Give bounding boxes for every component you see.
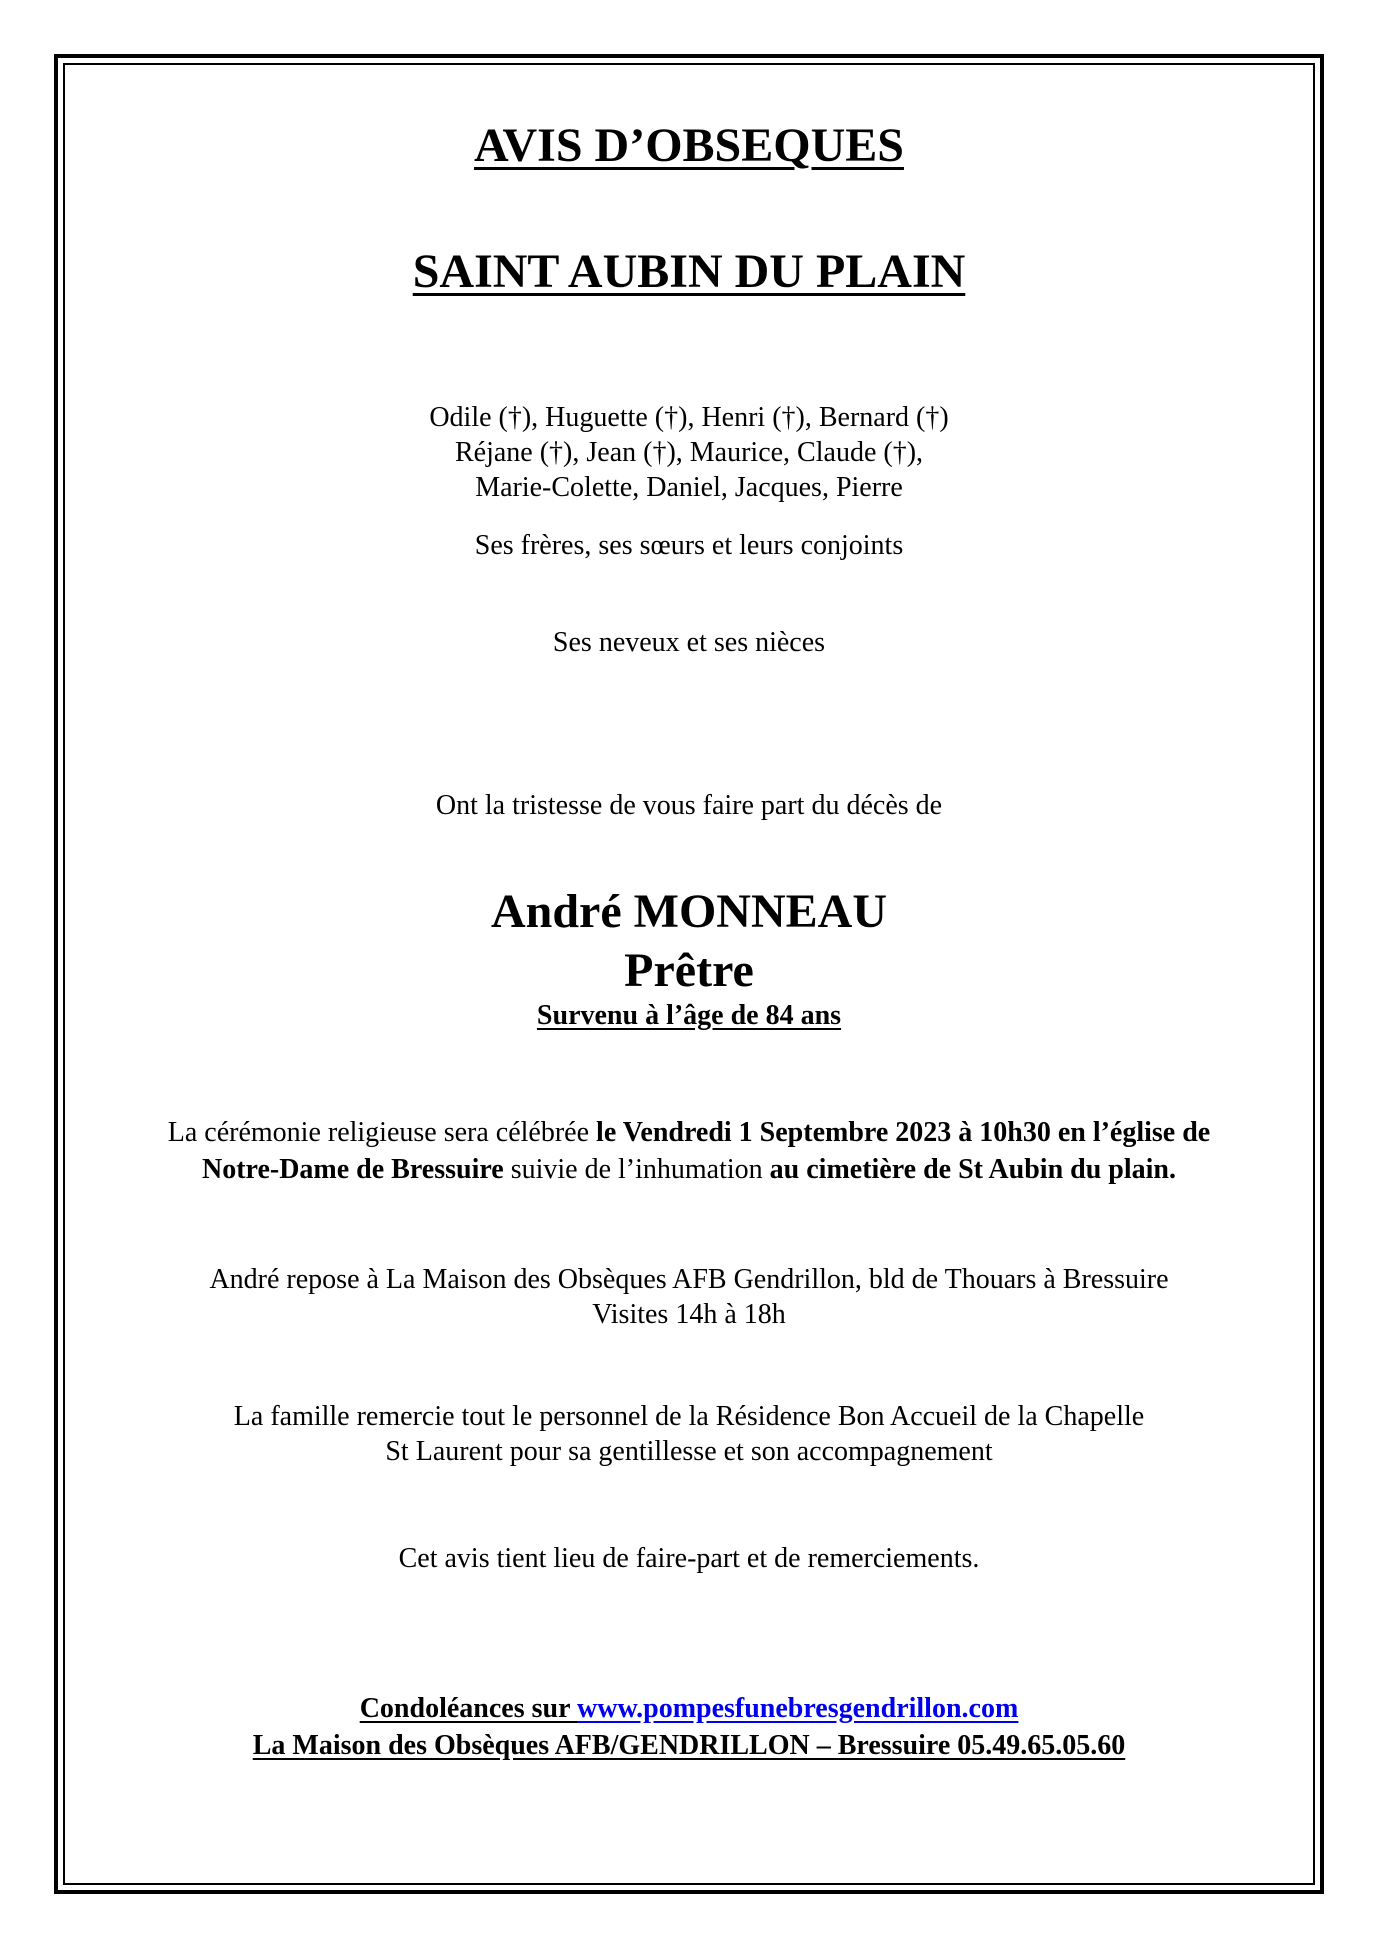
notice-heading: AVIS D’OBSEQUES (474, 119, 904, 172)
ceremony-date-place: le Vendredi 1 Septembre 2023 à 10h30 en l’église de (596, 1117, 1211, 1148)
siblings-line-3: Marie-Colette, Daniel, Jacques, Pierre (475, 472, 903, 503)
ceremony-church: Notre-Dame de Bressuire (201, 1154, 504, 1185)
contact-line: La Maison des Obsèques AFB/GENDRILLON – Bressuire 05.49.65.05.60 (252, 1730, 1126, 1761)
thanks-line-2: St Laurent pour sa gentillesse et son accompagnement (385, 1436, 993, 1467)
location-heading: SAINT AUBIN DU PLAIN (412, 245, 966, 298)
siblings-caption: Ses frères, ses sœurs et leurs conjoints (474, 530, 904, 561)
ceremony-cemetery: au cimetière de St Aubin du plain. (769, 1154, 1176, 1185)
siblings-line-1: Odile (†), Huguette (†), Henri (†), Bernard (†) (429, 402, 949, 433)
ceremony-text-1: La cérémonie religieuse sera célébrée (167, 1117, 597, 1148)
condolences-label: Condoléances sur (359, 1693, 577, 1724)
condolences-line (63, 1693, 1315, 1725)
ceremony-line-2 (63, 1154, 1315, 1186)
announcement-line: Ont la tristesse de vous faire part du décès de (435, 790, 943, 821)
ceremony-text-2: suivie de l’inhumation (503, 1154, 770, 1185)
closing-line: Cet avis tient lieu de faire-part et de remerciements. (398, 1543, 980, 1574)
deceased-age: Survenu à l’âge de 84 ans (536, 1000, 842, 1031)
repose-line-1: André repose à La Maison des Obsèques AFB Gendrillon, bld de Thouars à Bressuire (209, 1264, 1169, 1295)
nephews-line: Ses neveux et ses nièces (552, 627, 826, 658)
website-link[interactable]: www.pompesfunebresgendrillon.com (577, 1693, 1019, 1724)
deceased-name: André MONNEAU (491, 885, 887, 938)
siblings-line-2: Réjane (†), Jean (†), Maurice, Claude (†), (454, 437, 924, 468)
deceased-title: Prêtre (624, 944, 754, 997)
thanks-line-1: La famille remercie tout le personnel de la Résidence Bon Accueil de la Chapelle (233, 1401, 1145, 1432)
ceremony-line-1 (63, 1117, 1315, 1149)
repose-line-2: Visites 14h à 18h (592, 1299, 786, 1330)
